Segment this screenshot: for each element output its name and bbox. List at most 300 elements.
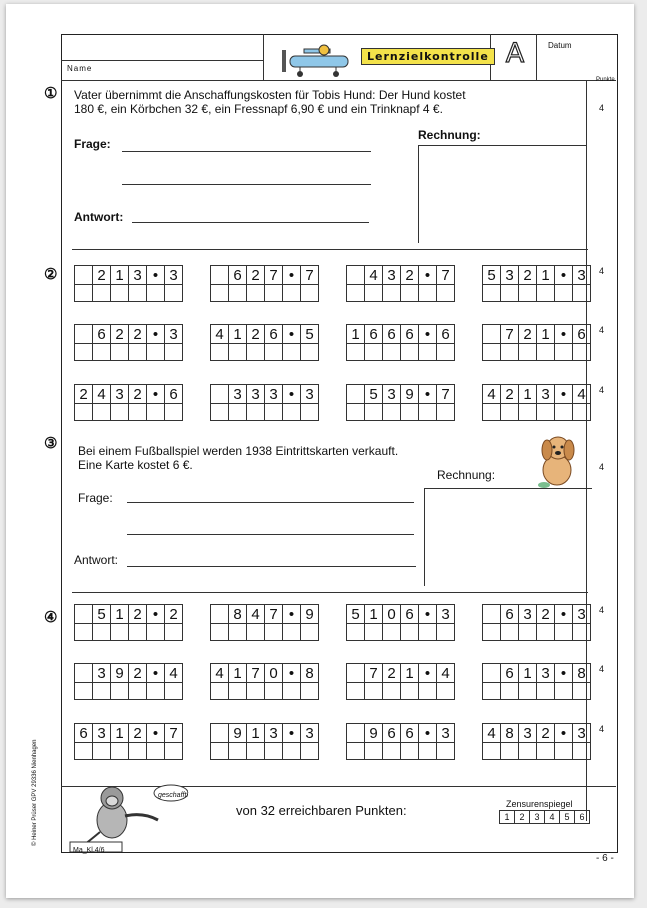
answer-cell[interactable] <box>283 285 301 302</box>
task-digit-cell: • <box>555 724 573 743</box>
answer-cell[interactable] <box>147 404 165 421</box>
task-digit-cell <box>211 724 229 743</box>
answer-line[interactable] <box>127 534 414 535</box>
answer-cell[interactable] <box>265 624 283 641</box>
task-digit-cell: 2 <box>247 266 265 285</box>
answer-cell[interactable] <box>537 624 555 641</box>
answer-cell[interactable] <box>573 344 591 361</box>
answer-cell[interactable] <box>555 344 573 361</box>
calculation-grid[interactable] <box>424 488 592 586</box>
multiplication-task[interactable] <box>346 324 455 361</box>
answer-cell[interactable] <box>383 743 401 760</box>
answer-cell[interactable] <box>165 743 183 760</box>
task-digit-cell: 6 <box>437 325 455 344</box>
answer-cell[interactable] <box>347 743 365 760</box>
answer-cell[interactable] <box>483 285 501 302</box>
task-digit-cell: 1 <box>401 664 419 683</box>
task-digit-cell <box>347 664 365 683</box>
task-digit-cell: 1 <box>519 664 537 683</box>
task-digit-cell: 3 <box>247 385 265 404</box>
task-digit-cell: 1 <box>519 385 537 404</box>
calculation-label: Rechnung: <box>437 468 496 482</box>
task-digit-cell: 6 <box>401 325 419 344</box>
answer-cell[interactable] <box>75 285 93 302</box>
answer-cell[interactable] <box>555 404 573 421</box>
answer-cell[interactable] <box>419 404 437 421</box>
title-banner: Lernzielkontrolle <box>361 48 495 65</box>
answer-cell[interactable] <box>573 624 591 641</box>
answer-cell[interactable] <box>229 344 247 361</box>
task-digit-cell: 3 <box>301 385 319 404</box>
answer-cell[interactable] <box>247 344 265 361</box>
task-digit-cell: 4 <box>93 385 111 404</box>
answer-line[interactable] <box>122 151 371 152</box>
answer-cell[interactable] <box>365 743 383 760</box>
task-digit-cell: 6 <box>573 325 591 344</box>
answer-cell[interactable] <box>419 683 437 700</box>
answer-cell[interactable] <box>401 404 419 421</box>
question-label: Frage: <box>74 137 111 151</box>
task-digit-cell: 1 <box>537 325 555 344</box>
task-digit-cell: 6 <box>265 325 283 344</box>
answer-cell[interactable] <box>437 404 455 421</box>
task-digit-cell: 3 <box>519 724 537 743</box>
task-points: 4 <box>599 325 605 335</box>
task-digit-cell: 7 <box>365 664 383 683</box>
answer-cell[interactable] <box>265 344 283 361</box>
answer-cell[interactable] <box>265 404 283 421</box>
multiplication-task[interactable] <box>346 265 455 302</box>
answer-cell[interactable] <box>229 285 247 302</box>
task-digit-cell: 3 <box>265 724 283 743</box>
task-digit-cell: 5 <box>365 385 383 404</box>
task-digit-cell: 4 <box>365 266 383 285</box>
task-digit-cell: 2 <box>129 664 147 683</box>
task-digit-cell: • <box>147 385 165 404</box>
answer-cell[interactable] <box>283 344 301 361</box>
answer-cell[interactable] <box>501 743 519 760</box>
task-digit-cell: 1 <box>347 325 365 344</box>
task-digit-cell: 0 <box>383 605 401 624</box>
answer-cell[interactable] <box>365 624 383 641</box>
task-digit-cell: 6 <box>165 385 183 404</box>
task-digit-cell: 2 <box>519 325 537 344</box>
multiplication-task[interactable] <box>482 723 591 760</box>
answer-cell[interactable] <box>111 285 129 302</box>
answer-cell[interactable] <box>347 683 365 700</box>
answer-cell[interactable] <box>365 285 383 302</box>
task-number: ② <box>44 266 58 283</box>
answer-cell[interactable] <box>419 285 437 302</box>
header-divider <box>536 34 537 80</box>
task-digit-cell: 2 <box>501 385 519 404</box>
answer-cell[interactable] <box>211 285 229 302</box>
speech-bubble-text: geschafft! <box>158 792 189 799</box>
multiplication-task[interactable] <box>482 604 591 641</box>
task-digit-cell: 1 <box>229 325 247 344</box>
answer-cell[interactable] <box>147 683 165 700</box>
answer-cell[interactable] <box>501 624 519 641</box>
answer-cell[interactable] <box>111 624 129 641</box>
task-digit-cell: 1 <box>111 724 129 743</box>
answer-cell[interactable] <box>573 743 591 760</box>
answer-cell[interactable] <box>265 743 283 760</box>
answer-cell[interactable] <box>129 683 147 700</box>
answer-cell[interactable] <box>147 344 165 361</box>
answer-cell[interactable] <box>229 743 247 760</box>
answer-cell[interactable] <box>93 743 111 760</box>
task-digit-cell: 1 <box>111 266 129 285</box>
answer-cell[interactable] <box>419 624 437 641</box>
answer-cell[interactable] <box>265 683 283 700</box>
task-digit-cell: 4 <box>483 385 501 404</box>
answer-line[interactable] <box>132 222 369 223</box>
answer-cell[interactable] <box>211 344 229 361</box>
task-digit-cell: 5 <box>347 605 365 624</box>
task-digit-cell: 9 <box>401 385 419 404</box>
multiplication-task[interactable] <box>210 384 319 421</box>
answer-cell[interactable] <box>229 404 247 421</box>
task-digit-cell: 2 <box>129 325 147 344</box>
task-digit-cell: • <box>283 325 301 344</box>
answer-cell[interactable] <box>555 285 573 302</box>
task-digit-cell: 8 <box>501 724 519 743</box>
multiplication-task[interactable] <box>482 265 591 302</box>
name-label: Name <box>67 64 93 73</box>
answer-cell[interactable] <box>537 404 555 421</box>
answer-line[interactable] <box>122 184 371 185</box>
task-digit-cell: 2 <box>383 664 401 683</box>
answer-label: Antwort: <box>74 210 124 224</box>
task-digit-cell: 2 <box>129 724 147 743</box>
task-text: Bei einem Fußballspiel werden 1938 Eintrittskarten verkauft. <box>78 444 399 458</box>
answer-cell[interactable] <box>573 404 591 421</box>
answer-cell[interactable] <box>165 404 183 421</box>
answer-cell[interactable] <box>147 743 165 760</box>
answer-cell[interactable] <box>347 344 365 361</box>
grade-cell: 3 <box>530 811 545 824</box>
grade-cell: 5 <box>560 811 575 824</box>
answer-cell[interactable] <box>211 404 229 421</box>
task-digit-cell: 5 <box>93 605 111 624</box>
answer-cell[interactable] <box>537 743 555 760</box>
task-digit-cell: • <box>147 605 165 624</box>
task-points: 4 <box>599 266 605 276</box>
task-digit-cell: 6 <box>401 724 419 743</box>
answer-cell[interactable] <box>519 344 537 361</box>
task-digit-cell: 4 <box>165 664 183 683</box>
answer-cell[interactable] <box>301 743 319 760</box>
answer-cell[interactable] <box>555 743 573 760</box>
task-number: ③ <box>44 435 58 452</box>
answer-cell[interactable] <box>247 404 265 421</box>
answer-cell[interactable] <box>437 624 455 641</box>
task-digit-cell: 9 <box>301 605 319 624</box>
answer-cell[interactable] <box>383 624 401 641</box>
answer-cell[interactable] <box>229 624 247 641</box>
answer-cell[interactable] <box>165 344 183 361</box>
task-points: 4 <box>599 724 605 734</box>
task-digit-cell: 7 <box>437 266 455 285</box>
answer-cell[interactable] <box>483 344 501 361</box>
task-digit-cell <box>347 385 365 404</box>
answer-cell[interactable] <box>401 624 419 641</box>
task-points: 4 <box>599 385 605 395</box>
answer-cell[interactable] <box>365 404 383 421</box>
answer-cell[interactable] <box>301 285 319 302</box>
multiplication-task[interactable] <box>74 604 183 641</box>
answer-cell[interactable] <box>401 344 419 361</box>
answer-cell[interactable] <box>165 285 183 302</box>
answer-cell[interactable] <box>111 344 129 361</box>
task-digit-cell: • <box>419 664 437 683</box>
task-number: ④ <box>44 609 58 626</box>
answer-cell[interactable] <box>347 285 365 302</box>
answer-cell[interactable] <box>383 683 401 700</box>
multiplication-task[interactable] <box>74 384 183 421</box>
answer-cell[interactable] <box>75 624 93 641</box>
task-digit-cell: 3 <box>265 385 283 404</box>
answer-cell[interactable] <box>537 344 555 361</box>
answer-cell[interactable] <box>301 683 319 700</box>
task-digit-cell: 8 <box>573 664 591 683</box>
multiplication-task[interactable] <box>74 324 183 361</box>
multiplication-task[interactable] <box>346 604 455 641</box>
answer-cell[interactable] <box>365 344 383 361</box>
answer-cell[interactable] <box>401 743 419 760</box>
task-digit-cell: 6 <box>93 325 111 344</box>
section-divider <box>72 592 588 593</box>
task-digit-cell: 7 <box>437 385 455 404</box>
multiplication-task[interactable] <box>482 384 591 421</box>
task-digit-cell: 6 <box>229 266 247 285</box>
multiplication-task[interactable] <box>210 265 319 302</box>
answer-cell[interactable] <box>147 285 165 302</box>
task-digit-cell: 9 <box>111 664 129 683</box>
answer-cell[interactable] <box>283 683 301 700</box>
answer-cell[interactable] <box>437 743 455 760</box>
task-digit-cell: 2 <box>519 266 537 285</box>
answer-cell[interactable] <box>483 404 501 421</box>
airplane-illustration <box>280 40 360 78</box>
task-digit-cell: • <box>283 724 301 743</box>
answer-cell[interactable] <box>555 683 573 700</box>
answer-cell[interactable] <box>519 743 537 760</box>
answer-cell[interactable] <box>75 743 93 760</box>
answer-cell[interactable] <box>437 285 455 302</box>
answer-cell[interactable] <box>519 285 537 302</box>
task-digit-cell: 2 <box>75 385 93 404</box>
task-digit-cell: 6 <box>383 724 401 743</box>
task-digit-cell: 3 <box>501 266 519 285</box>
answer-cell[interactable] <box>573 285 591 302</box>
answer-cell[interactable] <box>93 344 111 361</box>
multiplication-task[interactable] <box>74 723 183 760</box>
answer-cell[interactable] <box>75 404 93 421</box>
answer-cell[interactable] <box>265 285 283 302</box>
answer-cell[interactable] <box>129 404 147 421</box>
task-points: 4 <box>599 664 605 674</box>
multiplication-task[interactable] <box>482 663 591 700</box>
answer-cell[interactable] <box>347 404 365 421</box>
answer-cell[interactable] <box>383 344 401 361</box>
multiplication-task[interactable] <box>74 663 183 700</box>
answer-cell[interactable] <box>247 285 265 302</box>
task-digit-cell: 1 <box>229 664 247 683</box>
answer-cell[interactable] <box>483 624 501 641</box>
answer-cell[interactable] <box>301 344 319 361</box>
task-digit-cell: 4 <box>211 664 229 683</box>
answer-cell[interactable] <box>165 624 183 641</box>
answer-cell[interactable] <box>147 624 165 641</box>
answer-cell[interactable] <box>75 683 93 700</box>
task-digit-cell: 9 <box>229 724 247 743</box>
answer-cell[interactable] <box>165 683 183 700</box>
calculation-grid[interactable] <box>418 145 587 243</box>
answer-cell[interactable] <box>111 683 129 700</box>
multiplication-task[interactable] <box>346 723 455 760</box>
answer-cell[interactable] <box>247 624 265 641</box>
multiplication-task[interactable] <box>74 265 183 302</box>
answer-cell[interactable] <box>93 683 111 700</box>
answer-cell[interactable] <box>93 285 111 302</box>
task-digit-cell: • <box>555 385 573 404</box>
answer-cell[interactable] <box>93 624 111 641</box>
answer-cell[interactable] <box>75 344 93 361</box>
answer-cell[interactable] <box>483 683 501 700</box>
answer-cell[interactable] <box>519 404 537 421</box>
answer-cell[interactable] <box>437 344 455 361</box>
grade-scale <box>499 810 590 824</box>
task-text: Eine Karte kostet 6 €. <box>78 458 193 472</box>
answer-cell[interactable] <box>129 743 147 760</box>
grade-cell: 2 <box>515 811 530 824</box>
task-digit-cell <box>347 266 365 285</box>
question-label: Frage: <box>78 491 113 505</box>
answer-cell[interactable] <box>537 683 555 700</box>
task-digit-cell: 3 <box>165 266 183 285</box>
task-digit-cell: • <box>555 325 573 344</box>
task-digit-cell: 7 <box>247 664 265 683</box>
answer-cell[interactable] <box>501 683 519 700</box>
multiplication-task[interactable] <box>346 384 455 421</box>
answer-cell[interactable] <box>111 404 129 421</box>
task-digit-cell: 6 <box>75 724 93 743</box>
answer-line[interactable] <box>127 502 414 503</box>
worksheet-page <box>6 4 634 898</box>
task-digit-cell: 2 <box>165 605 183 624</box>
answer-cell[interactable] <box>283 624 301 641</box>
task-digit-cell: 3 <box>537 385 555 404</box>
answer-cell[interactable] <box>129 344 147 361</box>
task-digit-cell: • <box>283 385 301 404</box>
answer-cell[interactable] <box>301 404 319 421</box>
answer-cell[interactable] <box>93 404 111 421</box>
answer-cell[interactable] <box>401 683 419 700</box>
answer-cell[interactable] <box>573 683 591 700</box>
answer-cell[interactable] <box>437 683 455 700</box>
task-digit-cell: 4 <box>573 385 591 404</box>
task-digit-cell: 7 <box>301 266 319 285</box>
task-digit-cell: 2 <box>93 266 111 285</box>
answer-cell[interactable] <box>301 624 319 641</box>
multiplication-task[interactable] <box>210 324 319 361</box>
answer-cell[interactable] <box>419 743 437 760</box>
task-text: 180 €, ein Körbchen 32 €, ein Fressnapf 6,90 € und ein Trinknapf 4 €. <box>74 102 443 116</box>
answer-cell[interactable] <box>211 683 229 700</box>
task-digit-cell: 3 <box>437 724 455 743</box>
task-digit-cell: 4 <box>437 664 455 683</box>
answer-cell[interactable] <box>501 285 519 302</box>
answer-cell[interactable] <box>419 344 437 361</box>
answer-cell[interactable] <box>519 624 537 641</box>
answer-cell[interactable] <box>383 404 401 421</box>
task-digit-cell: • <box>419 724 437 743</box>
answer-cell[interactable] <box>365 683 383 700</box>
task-digit-cell: 6 <box>401 605 419 624</box>
answer-cell[interactable] <box>129 624 147 641</box>
answer-cell[interactable] <box>247 743 265 760</box>
task-digit-cell: 3 <box>383 266 401 285</box>
answer-line[interactable] <box>127 566 416 567</box>
multiplication-task[interactable] <box>210 604 319 641</box>
multiplication-task[interactable] <box>210 723 319 760</box>
answer-cell[interactable] <box>347 624 365 641</box>
answer-cell[interactable] <box>283 404 301 421</box>
task-digit-cell: • <box>419 605 437 624</box>
answer-cell[interactable] <box>501 404 519 421</box>
task-digit-cell: 3 <box>383 385 401 404</box>
task-digit-cell: 7 <box>265 266 283 285</box>
answer-cell[interactable] <box>519 683 537 700</box>
answer-cell[interactable] <box>129 285 147 302</box>
task-points: 4 <box>599 103 605 113</box>
task-digit-cell: 3 <box>519 605 537 624</box>
task-digit-cell: 3 <box>573 605 591 624</box>
multiplication-task[interactable] <box>346 663 455 700</box>
points-header: Punkte <box>596 77 615 83</box>
multiplication-task[interactable] <box>482 324 591 361</box>
answer-cell[interactable] <box>211 743 229 760</box>
answer-cell[interactable] <box>247 683 265 700</box>
answer-cell[interactable] <box>401 285 419 302</box>
task-digit-cell: 1 <box>365 605 383 624</box>
task-digit-cell: 2 <box>537 724 555 743</box>
task-digit-cell: 3 <box>129 266 147 285</box>
task-digit-cell: 3 <box>573 266 591 285</box>
task-digit-cell: 3 <box>229 385 247 404</box>
answer-cell[interactable] <box>283 743 301 760</box>
grade-cell: 4 <box>545 811 560 824</box>
answer-cell[interactable] <box>229 683 247 700</box>
answer-cell[interactable] <box>483 743 501 760</box>
dog-illustration <box>532 432 582 490</box>
task-digit-cell: 8 <box>301 664 319 683</box>
multiplication-task[interactable] <box>210 663 319 700</box>
answer-cell[interactable] <box>501 344 519 361</box>
task-digit-cell: • <box>147 724 165 743</box>
answer-cell[interactable] <box>555 624 573 641</box>
section-divider <box>72 249 588 250</box>
answer-cell[interactable] <box>111 743 129 760</box>
task-digit-cell: 9 <box>365 724 383 743</box>
answer-cell[interactable] <box>537 285 555 302</box>
answer-cell[interactable] <box>211 624 229 641</box>
date-label: Datum <box>548 41 572 50</box>
task-digit-cell <box>483 325 501 344</box>
answer-cell[interactable] <box>383 285 401 302</box>
task-digit-cell: 1 <box>247 724 265 743</box>
